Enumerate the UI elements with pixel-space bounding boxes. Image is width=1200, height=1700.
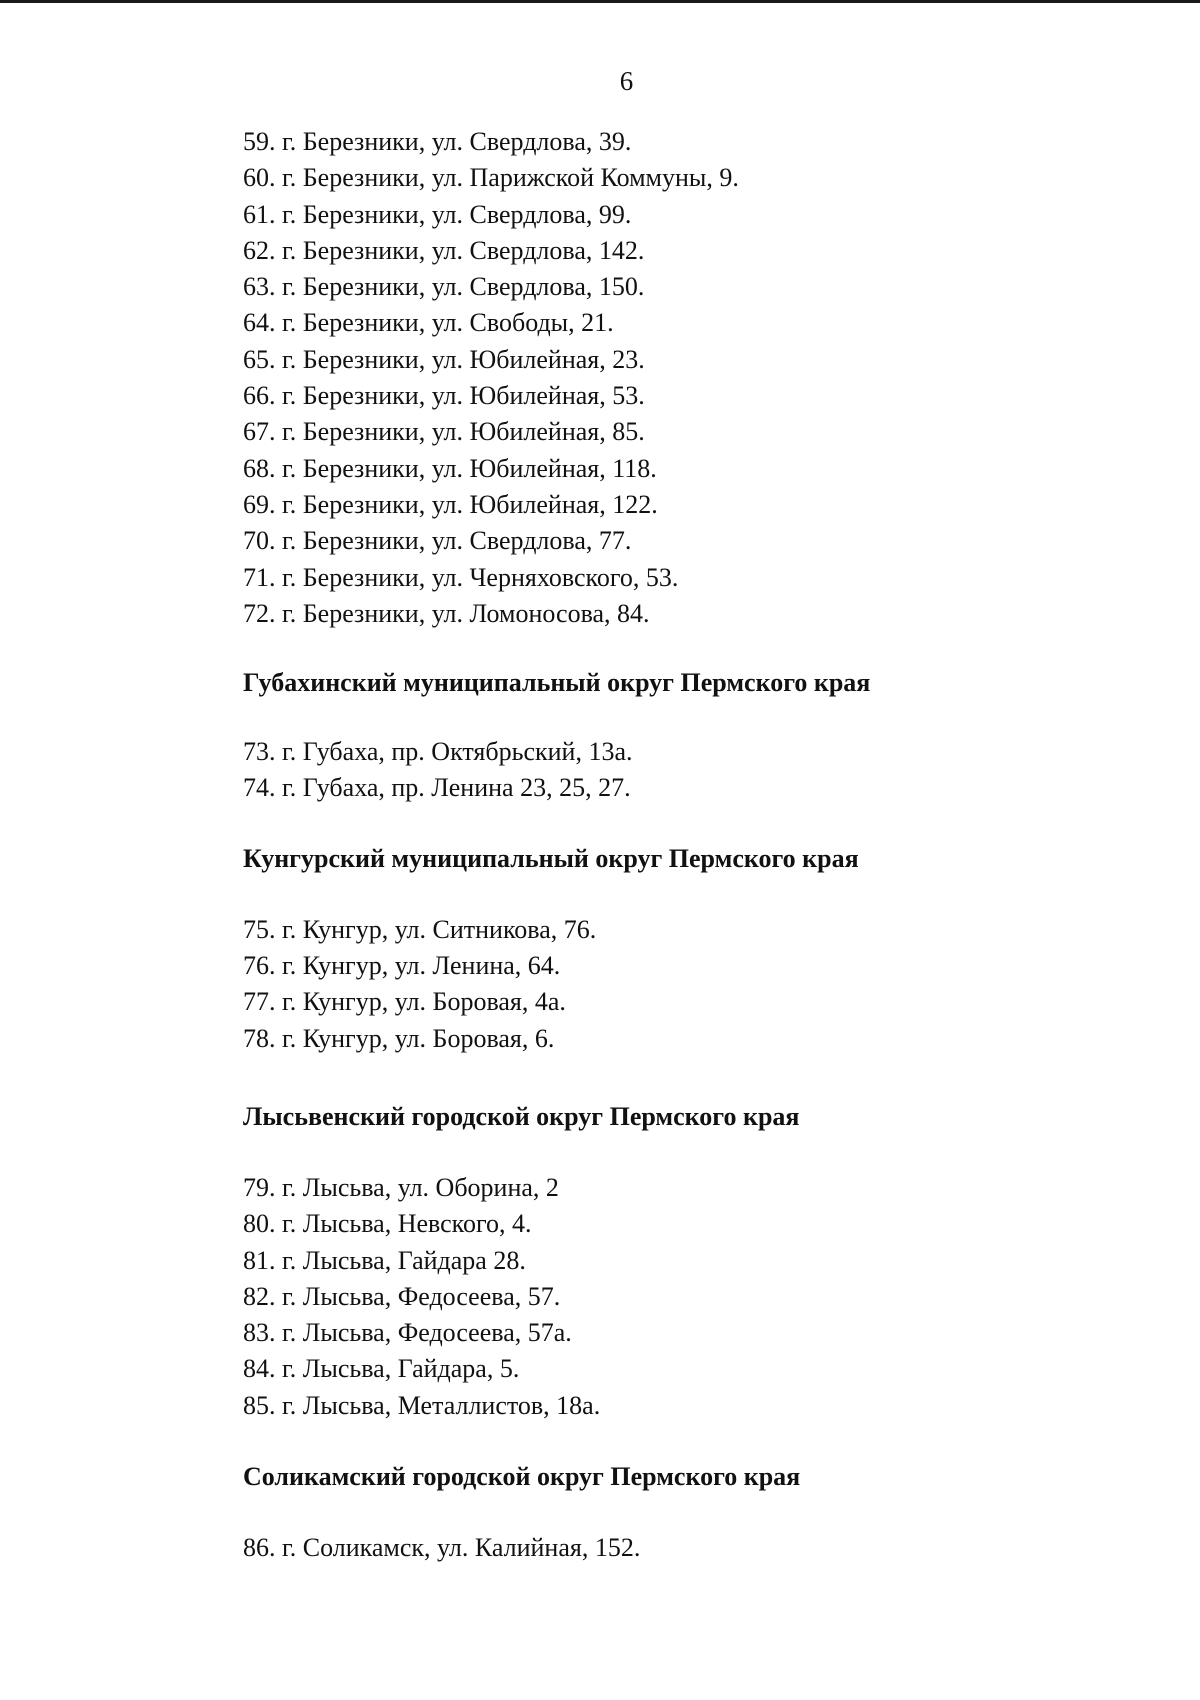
list-item: 77. г. Кунгур, ул. Боровая, 4а. bbox=[243, 987, 566, 1017]
page-number: 6 bbox=[619, 66, 634, 96]
list-item: 59. г. Березники, ул. Свердлова, 39. bbox=[243, 127, 632, 156]
list-item: 66. г. Березники, ул. Юбилейная, 53. bbox=[243, 381, 645, 411]
section-kungur bbox=[243, 841, 1143, 1057]
list-item: 80. г. Лысьва, Невского, 4. bbox=[243, 1209, 532, 1239]
list-item: 81. г. Лысьва, Гайдара 28. bbox=[243, 1245, 526, 1275]
scan-top-edge bbox=[0, 0, 1200, 3]
section-heading: Соликамский городской округ Пермского края bbox=[243, 1462, 801, 1492]
list-item: 76. г. Кунгур, ул. Ленина, 64. bbox=[243, 951, 561, 981]
section-solikamsk bbox=[243, 1459, 1143, 1566]
list-item: 68. г. Березники, ул. Юбилейная, 118. bbox=[243, 453, 657, 483]
section-heading: Губахинский муниципальный округ Пермского края bbox=[243, 668, 871, 698]
list-item: 78. г. Кунгур, ул. Боровая, 6. bbox=[243, 1023, 555, 1053]
list-item: 60. г. Березники, ул. Парижской Коммуны, 9. bbox=[243, 163, 739, 193]
list-item: 67. г. Березники, ул. Юбилейная, 85. bbox=[243, 417, 645, 447]
list-item: 61. г. Березники, ул. Свердлова, 99. bbox=[243, 199, 632, 229]
list-item: 62. г. Березники, ул. Свердлова, 142. bbox=[243, 235, 645, 265]
list-item: 75. г. Кунгур, ул. Ситникова, 76. bbox=[243, 914, 597, 944]
berezniki-address-list bbox=[243, 124, 1143, 632]
list-item: 82. г. Лысьва, Федосеева, 57. bbox=[243, 1281, 561, 1311]
list-item: 86. г. Соликамск, ул. Калийная, 152. bbox=[243, 1533, 641, 1563]
list-item: 74. г. Губаха, пр. Ленина 23, 25, 27. bbox=[243, 773, 631, 803]
list-item: 64. г. Березники, ул. Свободы, 21. bbox=[243, 308, 614, 338]
list-item: 65. г. Березники, ул. Юбилейная, 23. bbox=[243, 344, 645, 374]
list-item: 84. г. Лысьва, Гайдара, 5. bbox=[243, 1354, 520, 1384]
list-item: 83. г. Лысьва, Федосеева, 57а. bbox=[243, 1318, 572, 1348]
list-item: 85. г. Лысьва, Металлистов, 18а. bbox=[243, 1390, 601, 1420]
section-gubakha bbox=[243, 665, 1143, 807]
list-item: 63. г. Березники, ул. Свердлова, 150. bbox=[243, 272, 645, 302]
list-item: 71. г. Березники, ул. Черняховского, 53. bbox=[243, 562, 679, 592]
list-item: 79. г. Лысьва, ул. Оборина, 2 bbox=[243, 1172, 559, 1202]
section-heading: Кунгурский муниципальный округ Пермского края bbox=[243, 843, 859, 873]
section-heading: Лысьвенский городской округ Пермского края bbox=[243, 1101, 800, 1131]
address-list bbox=[243, 124, 1143, 1566]
section-lysva bbox=[243, 1099, 1143, 1424]
list-item: 73. г. Губаха, пр. Октябрьский, 13а. bbox=[243, 737, 633, 767]
list-item: 72. г. Березники, ул. Ломоносова, 84. bbox=[243, 598, 650, 628]
list-item: 70. г. Березники, ул. Свердлова, 77. bbox=[243, 526, 632, 556]
list-item: 69. г. Березники, ул. Юбилейная, 122. bbox=[243, 489, 658, 519]
